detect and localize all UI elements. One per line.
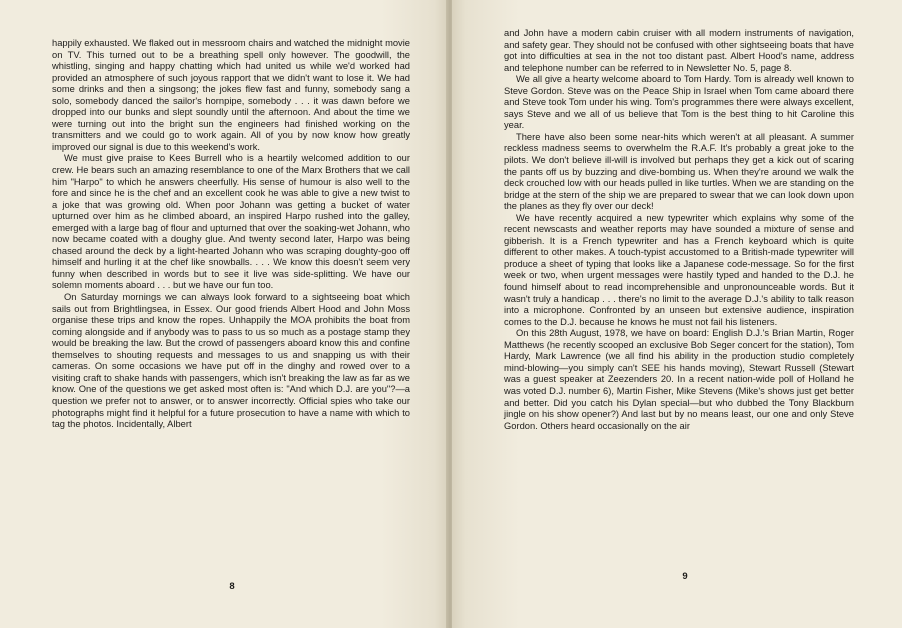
right-paragraph-5: On this 28th August, 1978, we have on board: English D.J.'s Brian Martin, Roger Matthews (he recently scooped an exclusive Bob Seger concert for the station), Tom Hardy, Mark Lawrence (we all find his ability in the production studio completely mind-blowing—you simply can't SEE his hands moving), Stewart Russell (Stewart was a guest speaker at Zeezenders 20. In a recent nation-wide poll of Holland he was voted D.J. number 6), Martin Fisher, Mike Stevens (Mike's shows just get better and better. Did you catch his Dylan special—but who dubbed the Tony Blackburn jingle on his show opener?) And last but by no means least, our one and only Steve Gordon. Others heard occasionally on the air bbox=[504, 328, 854, 431]
right-paragraph-1: and John have a modern cabin cruiser with all modern instruments of navigation, and safety gear. They should not be confused with other sightseeing boats that have got into difficulties at sea in the not too distant past. Albert Hood's name, address and telephone number can be referred to in Newsletter No. 5, page 8. bbox=[504, 28, 854, 73]
right-paragraph-4: We have recently acquired a new typewriter which explains why some of the recent newscasts and weather reports may have sounded a mixture of sense and gibberish. It is a French typewriter and has a French keyboard which is quite different to other makes. A touch-typist accustomed to a British-made typewriter will produce a sheet of typing that looks like a Japanese code-message. So for the first week or two, when urgent messages were hastily typed and handed to the D.J. he found himself about to read incomprehensible and unpronounceable words. But it wasn't truly a handicap . . . there's no limit to the average D.J.'s ability to talk reason into a microphone. Confronted by an unseen but extensive audience, inspiration comes to the D.J. because he knows he must not fail his listeners. bbox=[504, 212, 854, 327]
left-paragraph-1: happily exhausted. We flaked out in messroom chairs and watched the midnight movie on TV. This turned out to be a breathing spell only however. The goodwill, the whistling, singing and happy chatting which had united us while we'd worked had provided an atmosphere of such joyous rapport that we didn't want to lose it. We had some drinks and then a singsong; the jokes flew fast and funny, somebody sang a solo, somebody danced the sailor's hornpipe, somebody . . . it was dawn before we dropped into our bunks and slept soundly until the afternoon. And about the time we were turning out into the bright sun the engineers had finished working on the transmitters and we could go to work again. All of you by now know how greatly improved our signal is due to this weekend's work. bbox=[52, 38, 410, 152]
left-page-text bbox=[52, 38, 410, 431]
left-paragraph-2: We must give praise to Kees Burrell who is a heartily welcomed addition to our crew. He bears such an amazing resemblance to one of the Marx Brothers that we call him "Harpo" to which he answers cheerfully. His sense of humour is also well to the fore and since he is the chef and an excellent cook he was able to give a new twist to a joke that was growing old. When poor Johann was getting a bucket of water upturned over him as he climbed aboard, an inspired Harpo rushed into the galley, emerged with a large bag of flour and upturned that over the soaking-wet Johann, who now became coated with a doughy glue. And twenty second later, Harpo was being chased around the deck by a light-hearted Johann who was scraping doughty-goo off himself and hurling it at the chef like snowballs. . . . We know this doesn't seem very funny when described in words but to see it live was side-splitting. We have our solemn moments aboard . . . but we have our fun too. bbox=[52, 153, 410, 291]
right-paragraph-3: There have also been some near-hits which weren't at all pleasant. A summer reckless madness seems to overwhelm the R.A.F. It's probably a great joke to the pilots. We don't believe ill-will is involved but perhaps they get a kick out of scaring the pants off us by buzzing and dive-bombing us. When they're around we walk the deck crouched low with our heads pulled in like turtles. When we are standing on the bridge at the stern of the ship we are prepared to swear that we can look down upon the planes as they fly over our deck! bbox=[504, 131, 854, 212]
left-page-number: 8 bbox=[229, 581, 235, 592]
right-paragraph-2: We all give a hearty welcome aboard to Tom Hardy. Tom is already well known to Steve Gordon. Steve was on the Peace Ship in Israel when Tom came aboard there and Steve took Tom under his wing. Tom's programmes there were always excellent, says Steve and we all of us believe that Tom is the best thing to hit Caroline this year. bbox=[504, 74, 854, 131]
left-page bbox=[0, 0, 448, 628]
right-page bbox=[452, 0, 902, 628]
right-page-number: 9 bbox=[682, 571, 688, 582]
right-page-text bbox=[504, 28, 854, 432]
left-paragraph-3: On Saturday mornings we can always look forward to a sightseeing boat which sails out from Brightlingsea, in Essex. Our good friends Albert Hood and John Moss organise these trips and know the ropes. Unhappily the MOA prohibits the boat from coming alongside and if anybody was to pass to us so much as a postage stamp they would be breaking the law. But the crowd of passengers aboard know this and confine themselves to shouting requests and messages to us and snapping us with their cameras. On some occasions we have put off in the dinghy and rowed over to a visiting craft to shake hands with passengers, which isn't breaking the law as far as we know. One of the questions we get asked most often is: "And which D.J. are you"?—a question we prefer not to answer, or to answer incorrectly. Official spies who take our photographs might find it helpful for a future prosecution to have a name with which to tag the photos. Incidentally, Albert bbox=[52, 292, 410, 430]
